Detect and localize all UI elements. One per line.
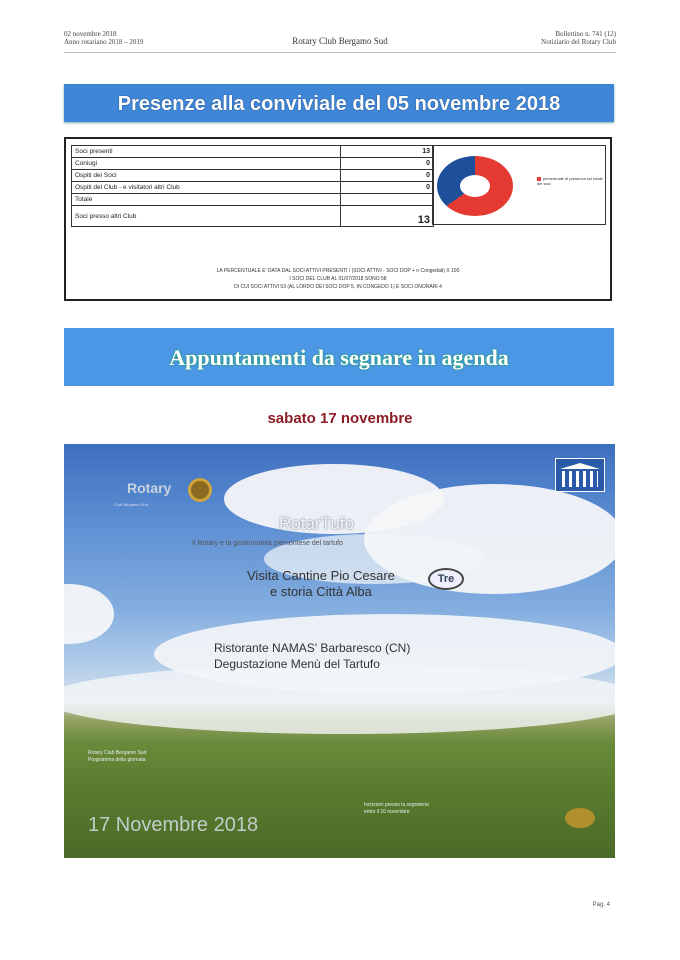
temple-logo-icon xyxy=(555,458,605,492)
row-value: 0 xyxy=(341,182,434,194)
row-label: Ospiti del Club - e visitatori altri Club xyxy=(72,182,341,194)
table-row xyxy=(72,158,434,170)
attendance-table xyxy=(71,145,434,227)
rotary-wheel-icon xyxy=(188,478,212,502)
note-line: LA PERCENTUALE E' DATA DAL SOCI ATTIVI PRESENTI / (SOCI ATTIVI - SOCI DOP + n Congedati) X 100 xyxy=(216,268,460,274)
cloud-shape xyxy=(64,664,615,734)
table-row xyxy=(72,206,434,227)
note-line: I SOCI DEL CLUB AL 01/07/2018 SONO 58 xyxy=(289,276,387,282)
pie-legend xyxy=(537,176,605,186)
tre-logo-icon: Tre xyxy=(428,568,464,590)
row-label: Soci presenti xyxy=(72,146,341,158)
header-date: 02 novembre 2018 xyxy=(64,30,117,38)
badge-icon xyxy=(565,808,595,828)
table-row xyxy=(72,170,434,182)
poster-title: RotarTufo xyxy=(279,514,354,533)
attendance-donut-chart xyxy=(437,156,513,216)
poster-subtitle: Il Rotary e la gastronomia piemontese del tartufo xyxy=(192,540,343,547)
row-value: 0 xyxy=(341,170,434,182)
poster-big-date: 17 Novembre 2018 xyxy=(88,814,259,836)
poster-small-text xyxy=(88,750,146,764)
visit-line: Visita Cantine Pio Cesare xyxy=(247,568,395,583)
poster-small-text-right xyxy=(364,802,429,816)
row-value: 13 xyxy=(341,146,434,158)
event-date: sabato 17 novembre xyxy=(267,410,413,427)
small-text-line: Programma della giornata xyxy=(88,757,146,763)
row-label: Soci presso altri Club xyxy=(72,206,341,227)
small-text-line: Iscrizioni presso la segreteria xyxy=(364,802,429,808)
agenda-title: Appuntamenti da segnare in agenda xyxy=(169,345,509,370)
header-right xyxy=(541,30,616,46)
attendance-title: Presenze alla conviviale del 05 novembre 2018 xyxy=(117,93,561,115)
note-line: DI CUI SOCI ATTIVI 53 (AL LORDO DEI SOCI DOP 5, IN CONGEDO 1) E SOCI ONORARI 4 xyxy=(234,284,442,290)
page-header xyxy=(64,30,616,53)
small-text-line: entro il 10 novembre xyxy=(364,809,410,815)
restaurant-line: Ristorante NAMAS' Barbaresco (CN) xyxy=(214,641,411,655)
attendance-banner xyxy=(64,84,614,122)
rotary-club-sub: Club Bergamo Sud xyxy=(114,502,148,507)
table-row xyxy=(72,182,434,194)
row-label: Ospiti dei Soci xyxy=(72,170,341,182)
attendance-pie-panel xyxy=(432,145,606,225)
row-value: 13 xyxy=(341,206,434,227)
cloud-shape xyxy=(64,584,114,644)
row-value xyxy=(341,194,434,206)
attendance-box xyxy=(64,137,612,301)
header-bulletin-sub: Notiziario del Rotary Club xyxy=(541,38,616,46)
rotary-logo-text: Rotary xyxy=(127,480,172,496)
agenda-banner xyxy=(64,328,614,386)
header-bulletin: Bollettino n. 741 (12) xyxy=(555,30,616,38)
attendance-note xyxy=(66,267,610,291)
table-row xyxy=(72,194,434,206)
visit-line: e storia Città Alba xyxy=(270,584,372,599)
legend-text: percentuale di presenza sul totale dei soci xyxy=(537,176,603,186)
small-text-line: Rotary Club Bergamo Sud xyxy=(88,750,147,756)
restaurant-line: Degustazione Menù del Tartufo xyxy=(214,657,380,671)
row-label: Totale xyxy=(72,194,341,206)
header-club-name: Rotary Club Bergamo Sud xyxy=(292,36,388,46)
row-label: Coniugi xyxy=(72,158,341,170)
row-value: 0 xyxy=(341,158,434,170)
poster-visit xyxy=(247,568,395,600)
table-row xyxy=(72,146,434,158)
header-year: Anno rotariano 2018 – 2019 xyxy=(64,38,144,46)
page-number: Pag. 4 xyxy=(592,902,610,908)
poster-restaurant xyxy=(214,640,410,672)
event-poster xyxy=(64,444,615,858)
